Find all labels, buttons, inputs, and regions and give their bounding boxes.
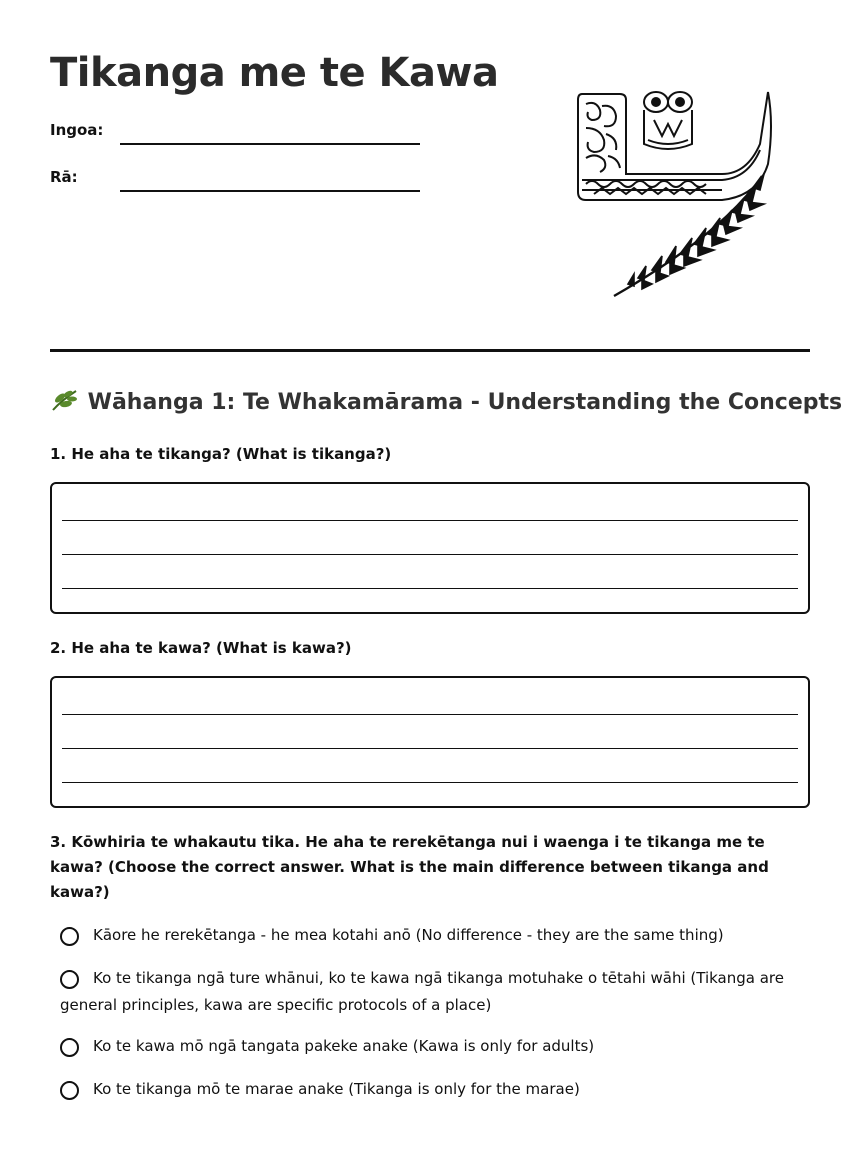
section-1-heading (50, 388, 842, 415)
answer-line[interactable] (62, 554, 798, 555)
answer-box-1[interactable] (50, 482, 810, 614)
radio-button[interactable] (60, 970, 79, 989)
question-2: 2. He aha te kawa? (What is kawa?) (50, 639, 352, 657)
maori-carving-fern-logo-icon (572, 84, 772, 300)
option-3[interactable] (60, 1033, 810, 1060)
name-label: Ingoa: (50, 121, 104, 139)
worksheet-title: Tikanga me te Kawa (50, 50, 499, 96)
option-1[interactable] (60, 922, 810, 949)
answer-line[interactable] (62, 748, 798, 749)
question-3: 3. Kōwhiria te whakautu tika. He aha te rerekētanga nui i waenga i te tikanga me te kawa? (Choose the correct answer. What is the main difference between tikanga and kawa?) (50, 833, 769, 901)
radio-button[interactable] (60, 1038, 79, 1057)
date-field[interactable] (50, 168, 430, 198)
answer-box-2[interactable] (50, 676, 810, 808)
radio-button[interactable] (60, 927, 79, 946)
option-label: Ko te tikanga ngā ture whānui, ko te kawa ngā tikanga motuhake o tētahi wāhi (Tikanga are general principles, kawa are specific protocols of a place) (60, 969, 784, 1014)
option-label: Ko te tikanga mō te marae anake (Tikanga is only for the marae) (93, 1080, 580, 1098)
leaf-icon (50, 388, 80, 412)
section-1-title: Wāhanga 1: Te Whakamārama - Understanding the Concepts (87, 390, 843, 415)
date-input-line[interactable] (120, 190, 420, 192)
answer-line[interactable] (62, 782, 798, 783)
answer-line[interactable] (62, 520, 798, 521)
question-1: 1. He aha te tikanga? (What is tikanga?) (50, 445, 392, 463)
option-2[interactable] (60, 965, 810, 1019)
answer-line[interactable] (62, 714, 798, 715)
date-label: Rā: (50, 168, 78, 186)
name-input-line[interactable] (120, 143, 420, 145)
option-label: Ko te kawa mō ngā tangata pakeke anake (Kawa is only for adults) (93, 1037, 595, 1055)
radio-button[interactable] (60, 1081, 79, 1100)
header-divider (50, 349, 810, 352)
option-label: Kāore he rerekētanga - he mea kotahi anō (No difference - they are the same thing) (93, 926, 724, 944)
answer-line[interactable] (62, 588, 798, 589)
option-4[interactable] (60, 1076, 810, 1103)
name-field[interactable] (50, 121, 430, 151)
